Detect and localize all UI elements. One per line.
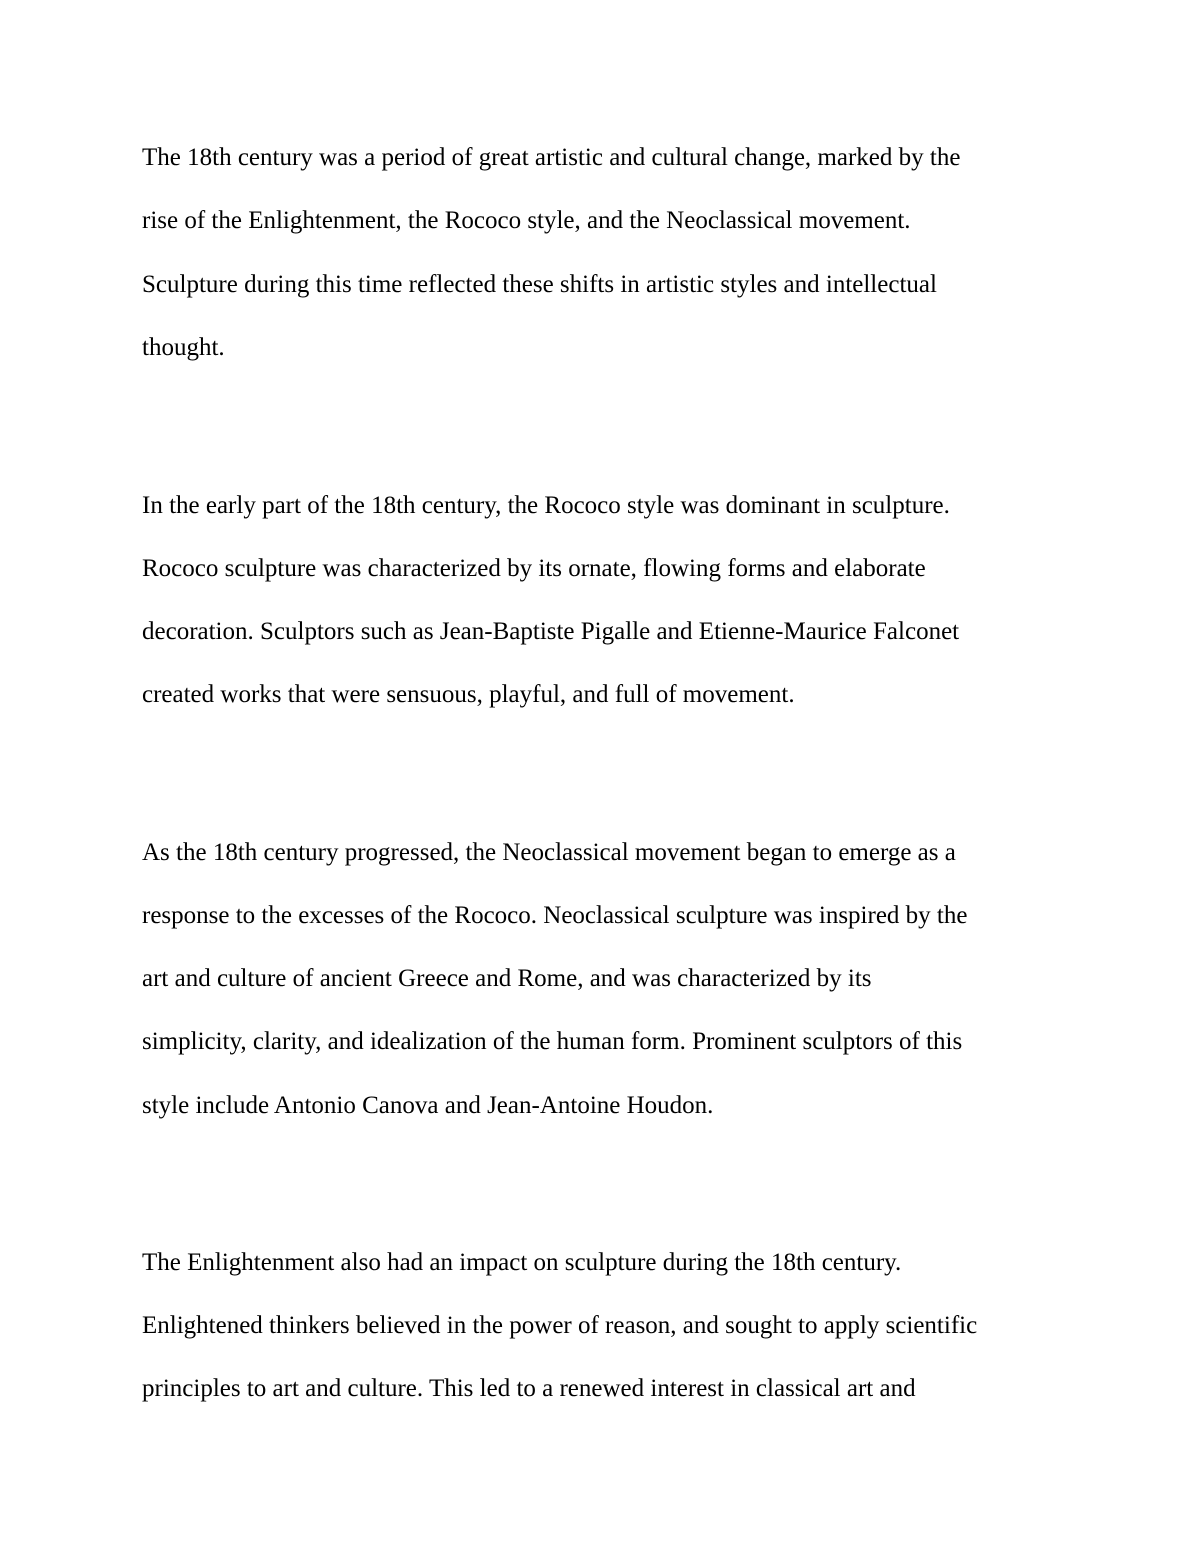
text-line: principles to art and culture. This led to a renewed interest in classical art and xyxy=(142,1375,916,1402)
text-line: rise of the Enlightenment, the Rococo style, and the Neoclassical movement. xyxy=(142,207,911,234)
text-line: art and culture of ancient Greece and Rome, and was characterized by its xyxy=(142,965,872,992)
text-line: The 18th century was a period of great artistic and cultural change, marked by the xyxy=(142,144,961,171)
text-line: Enlightened thinkers believed in the power of reason, and sought to apply scientific xyxy=(142,1312,978,1339)
text-line: style include Antonio Canova and Jean-Antoine Houdon. xyxy=(142,1092,714,1119)
text-line: Rococo sculpture was characterized by its ornate, flowing forms and elaborate xyxy=(142,555,926,582)
text-line: simplicity, clarity, and idealization of the human form. Prominent sculptors of this xyxy=(142,1028,963,1055)
text-line: decoration. Sculptors such as Jean-Baptiste Pigalle and Etienne-Maurice Falconet xyxy=(142,618,960,645)
text-line: The Enlightenment also had an impact on sculpture during the 18th century. xyxy=(142,1249,902,1276)
text-line: Sculpture during this time reflected these shifts in artistic styles and intellectual xyxy=(142,271,937,298)
text-line: created works that were sensuous, playful, and full of movement. xyxy=(142,681,795,708)
text-line: As the 18th century progressed, the Neoclassical movement began to emerge as a xyxy=(142,839,956,866)
text-line: response to the excesses of the Rococo. Neoclassical sculpture was inspired by the xyxy=(142,902,968,929)
text-line: thought. xyxy=(142,334,225,361)
text-line: In the early part of the 18th century, the Rococo style was dominant in sculpture. xyxy=(142,492,950,519)
